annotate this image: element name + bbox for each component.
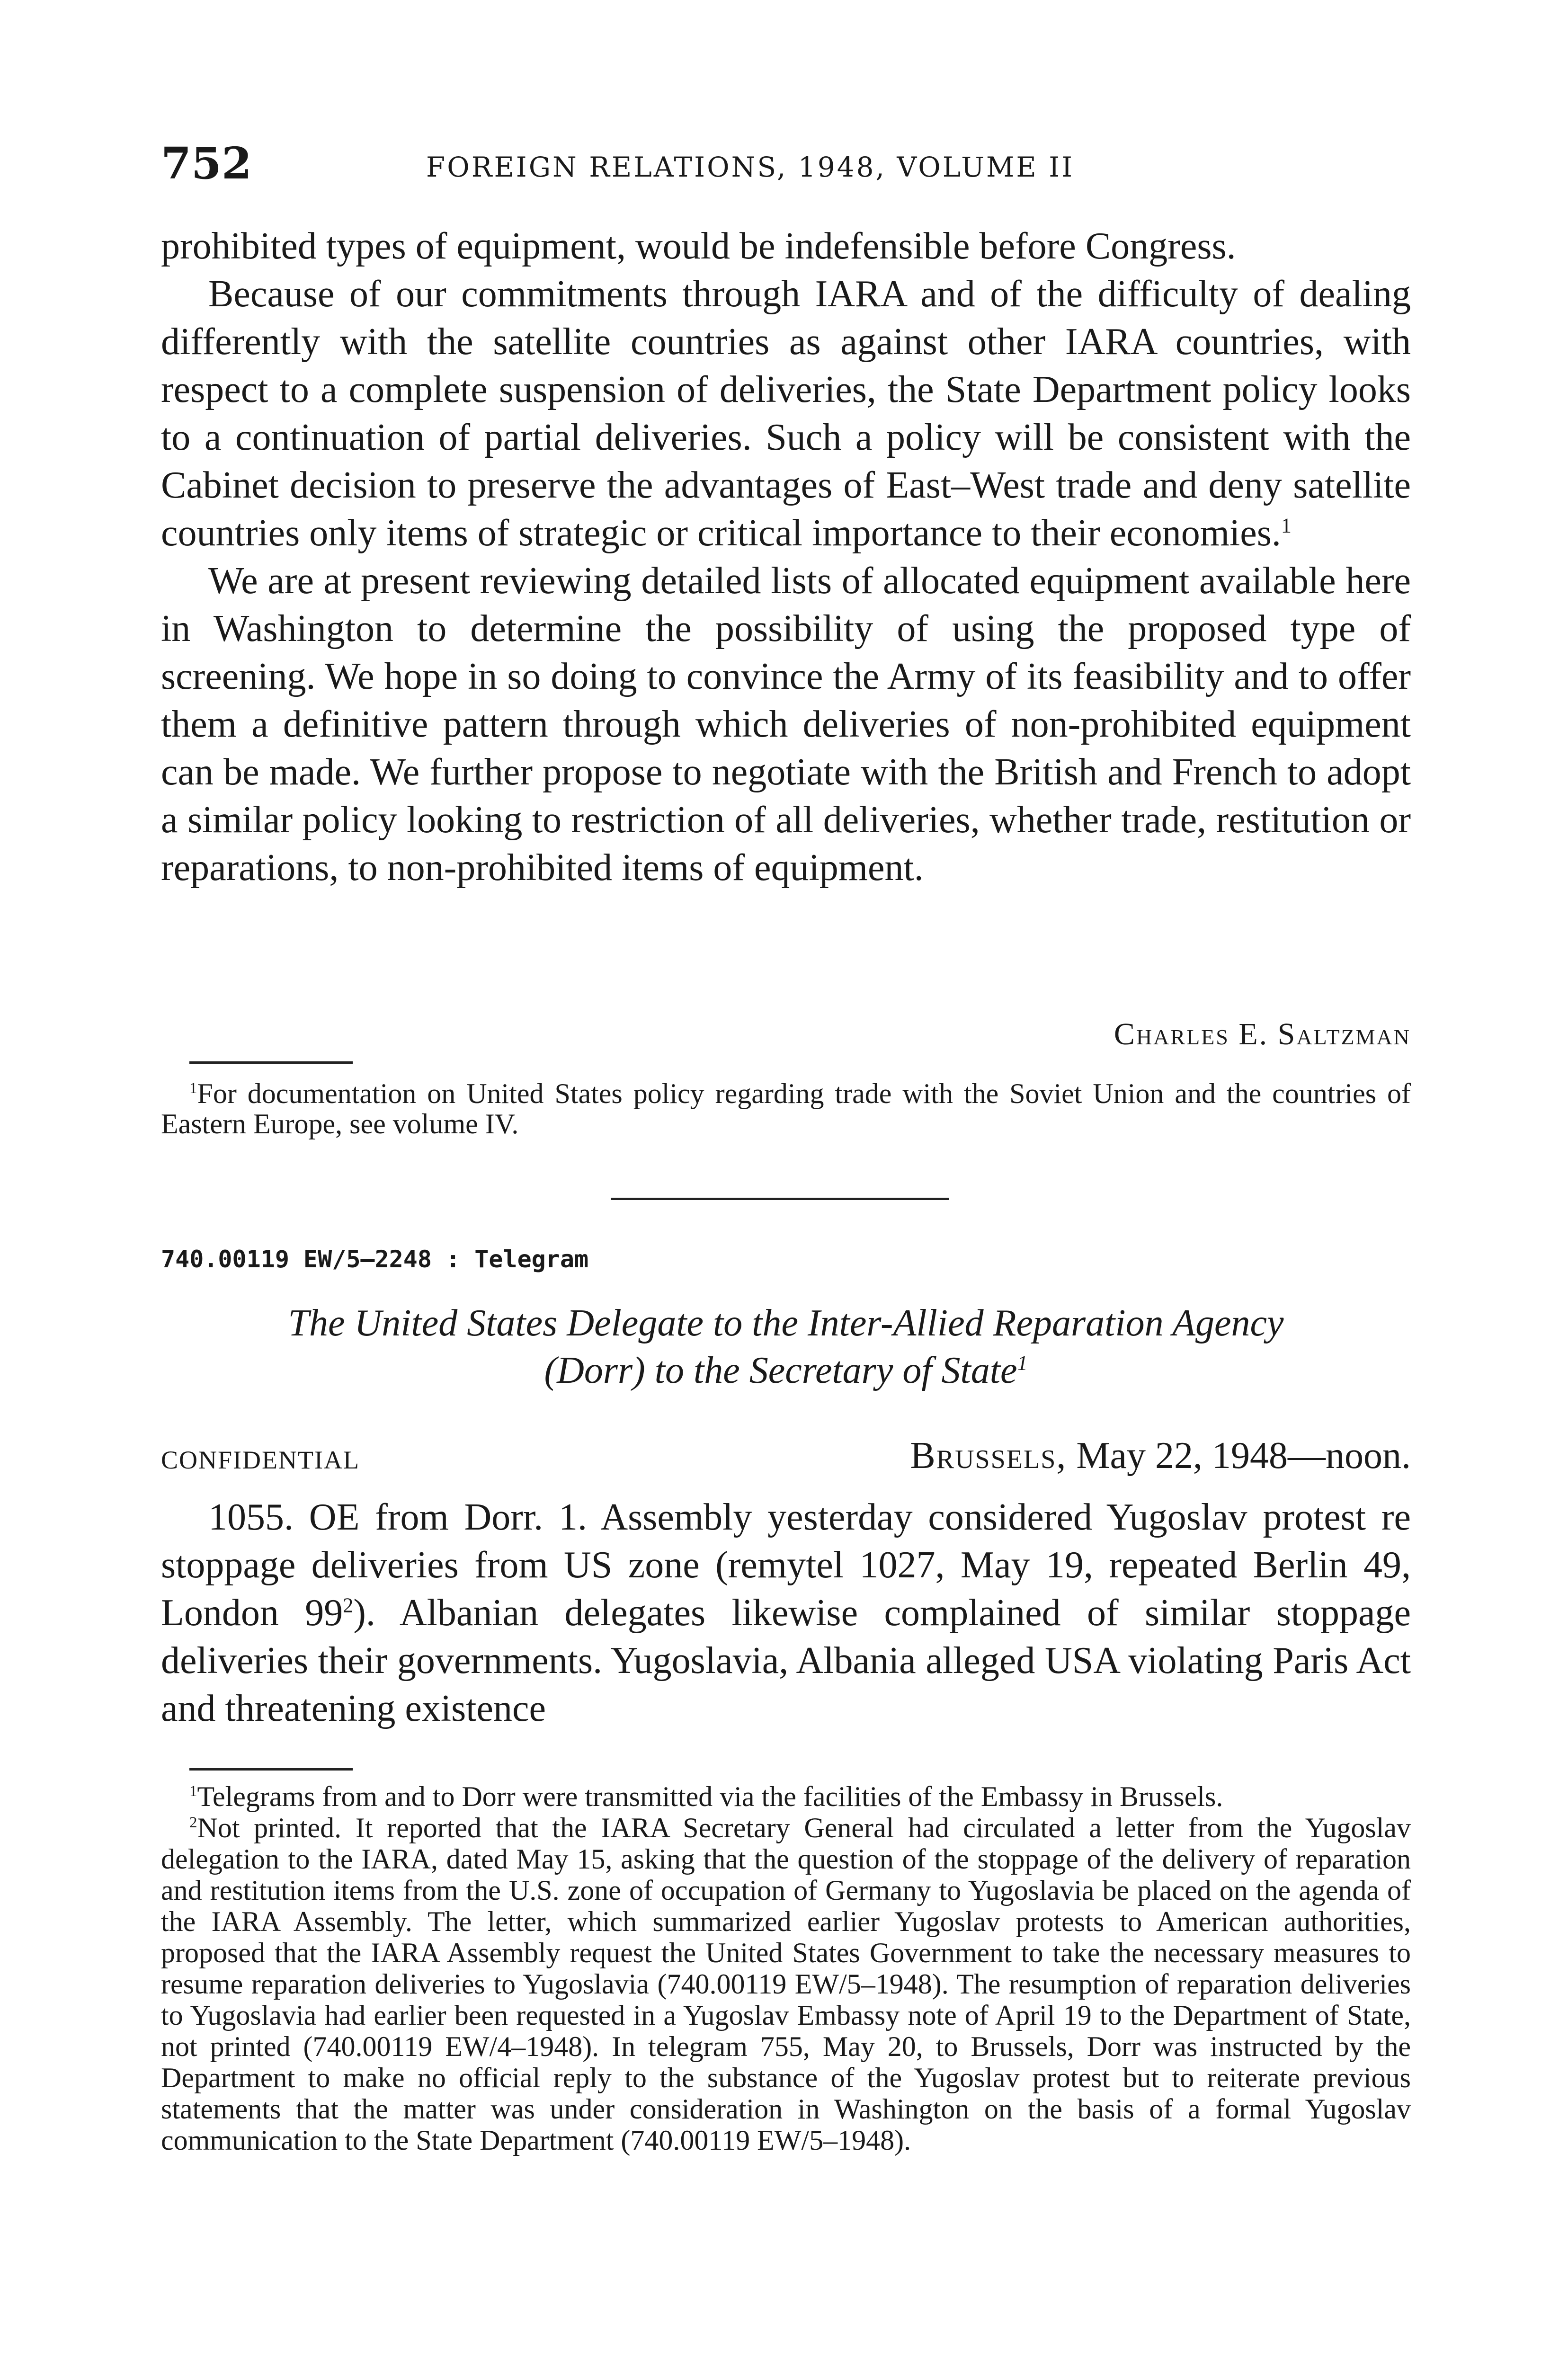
document-title bbox=[161, 1299, 1411, 1394]
paragraph-iara-commitments bbox=[161, 270, 1411, 557]
footnote-divider bbox=[189, 1061, 353, 1064]
paragraph-text: 1055. OE from Dorr. 1. Assembly yesterday considered Yugoslav protest re stoppage deliveries from US zone (remytel 1027, May 19, repeated Berlin 49, London 99 bbox=[161, 1496, 1411, 1634]
paragraph-continuation: prohibited types of equipment, would be indefensible before Congress. bbox=[161, 225, 1236, 267]
signature: Charles E. Saltzman bbox=[1114, 1017, 1411, 1051]
document-separator bbox=[611, 1198, 949, 1200]
paragraph-review-lists: We are at present reviewing detailed lists of allocated equipment available here in Washington to determine the possibility of using the proposed type of screening. We hope in so doing to convince the Army of its feasibility and to offer them a definitive pattern through which deliveries of non-prohibited equipment can be made. We further propose to negotiate with the British and French to adopt a similar policy looking to restriction of all deliveries, whether trade, restitution or reparations, to non-prohibited items of equipment. bbox=[161, 560, 1411, 889]
footnote-ref: 1 bbox=[1281, 514, 1292, 537]
title-line bbox=[161, 1347, 1411, 1394]
title-text: (Dorr) to the Secretary of State bbox=[544, 1350, 1017, 1391]
telegram-body bbox=[161, 1494, 1411, 1733]
footnote-marker: 2 bbox=[189, 1814, 197, 1831]
date: May 22, 1948—noon. bbox=[1076, 1435, 1411, 1477]
running-head: FOREIGN RELATIONS, 1948, VOLUME II bbox=[426, 151, 1075, 183]
place-date bbox=[910, 1432, 1411, 1479]
footnote-ref: 2 bbox=[343, 1593, 354, 1617]
title-line: The United States Delegate to the Inter-Allied Reparation Agency bbox=[288, 1302, 1284, 1344]
footnote-marker: 1 bbox=[189, 1080, 197, 1097]
footnote bbox=[161, 1812, 1411, 2156]
page-number: 752 bbox=[161, 138, 252, 189]
footnote-text: Not printed. It reported that the IARA Secretary General had circulated a letter from the Yugoslav delegation to the IARA, dated May 15, asking that the question of the stoppage of the delivery of reparation and restitution items from the U.S. zone of occupation of Germany to Yugoslavia be placed on the agenda of the IARA Assembly. The letter, which summarized earlier Yugoslav protests to American authorities, proposed that the IARA Assembly request the United States Government to take the necessary measures to resume reparation deliveries to Yugoslavia (740.00119 EW/5–1948). The resumption of reparation deliveries to Yugoslavia had earlier been requested in a Yugoslav Embassy note of April 19 to the Department of State, not printed (740.00119 EW/4–1948). In telegram 755, May 20, to Brussels, Dorr was instructed by the Department to make no official reply to the substance of the Yugoslav protest but to reiterate previous statements that the matter was under consideration in Washington on the basis of a formal Yugoslav communication to the State Department (740.00119 EW/5–1948). bbox=[161, 1812, 1411, 2156]
footnote-text: Telegrams from and to Dorr were transmitted via the facilities of the Embassy in Brussels. bbox=[197, 1781, 1223, 1812]
file-reference: 740.00119 EW/5–2248 : Telegram bbox=[161, 1246, 589, 1273]
footnote-text: For documentation on United States policy regarding trade with the Soviet Union and the countries of Eastern Europe, see volume IV. bbox=[161, 1078, 1411, 1139]
first-document-footnotes bbox=[161, 1078, 1411, 1139]
classification: CONFIDENTIAL bbox=[161, 1446, 360, 1474]
footnote bbox=[161, 1781, 1411, 1812]
place: Brussels, bbox=[910, 1435, 1067, 1477]
paragraph-text: Because of our commitments through IARA and of the difficulty of dealing differently with the satellite countries as against other IARA countries, with respect to a complete suspension of deliveries, the State Department policy looks to a continuation of partial deliveries. Such a policy will be consistent with the Cabinet decision to preserve the advantages of East–West trade and deny satellite countries only items of strategic or critical importance to their economies. bbox=[161, 273, 1411, 554]
page-header bbox=[161, 135, 1411, 192]
footnote bbox=[161, 1078, 1411, 1139]
telegram-paragraph bbox=[161, 1494, 1411, 1733]
footnote-marker: 1 bbox=[189, 1783, 197, 1800]
first-document-body bbox=[161, 222, 1411, 892]
footnote-ref: 1 bbox=[1017, 1351, 1028, 1375]
paragraph-text: ). Albanian delegates likewise complained of similar stoppage deliveries their governments. Yugoslavia, Albania alleged USA violating Paris Act and threatening existence bbox=[161, 1592, 1411, 1729]
dateline bbox=[161, 1432, 1411, 1484]
footnote-divider bbox=[189, 1768, 353, 1771]
second-document-footnotes bbox=[161, 1781, 1411, 2156]
